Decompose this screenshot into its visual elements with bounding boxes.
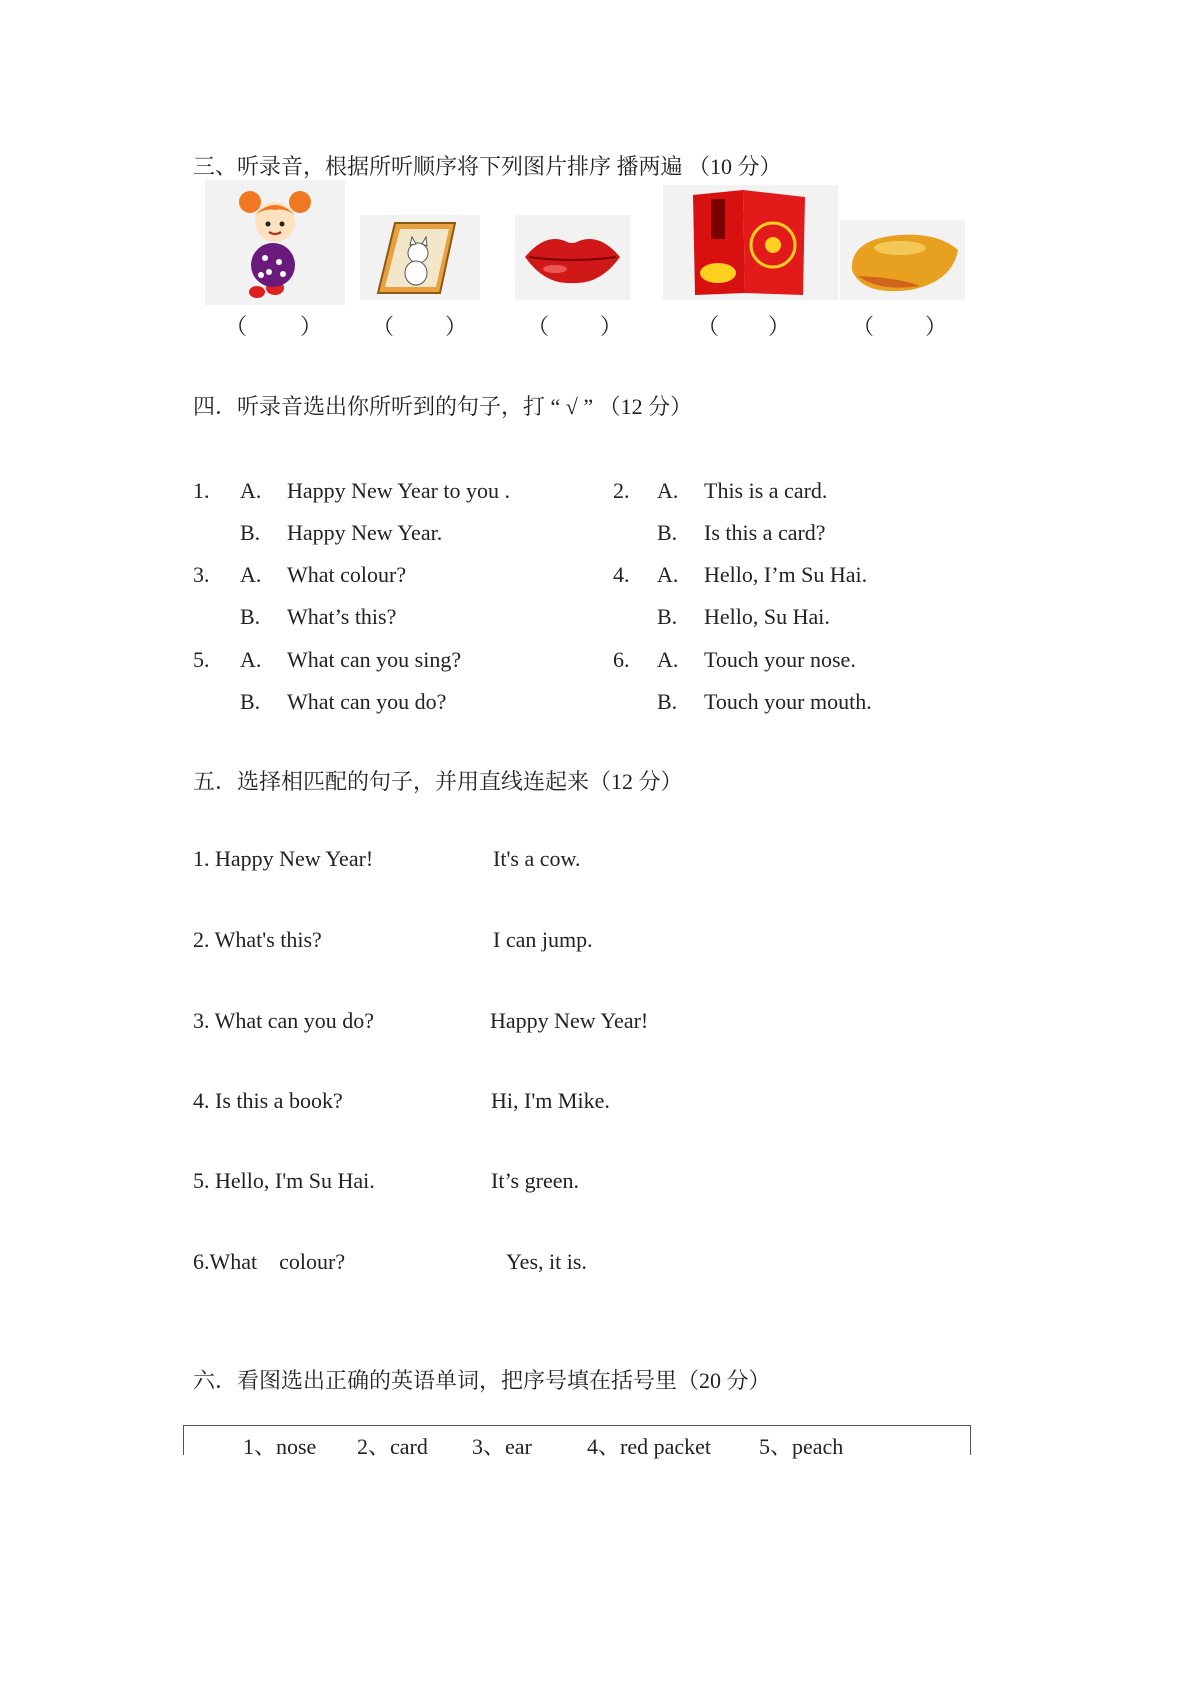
red-packet-card-icon — [663, 185, 838, 300]
q4-b-text: Hello, Su Hai. — [704, 604, 830, 629]
q1-b-label: B. — [240, 520, 261, 545]
q4-a-text: Hello, I’m Su Hai. — [704, 562, 868, 587]
word-option-2: 2、card — [357, 1434, 428, 1459]
q4-b-label: B. — [657, 604, 678, 629]
section4-heading: 四．听录音选出你所听到的句子，打 “ √ ” （12 分） — [193, 394, 693, 419]
word-option-5: 5、peach — [759, 1434, 844, 1459]
word-option-4: 4、red packet — [587, 1434, 711, 1459]
answer-paren-3-open: （ — [527, 314, 550, 339]
q4-number: 4. — [613, 562, 630, 587]
match-left-6: 6.What colour? — [193, 1249, 346, 1274]
q2-a-label: A. — [657, 478, 679, 503]
q6-b-text: Touch your mouth. — [704, 689, 872, 714]
q3-number: 3. — [193, 562, 210, 587]
match-left-4: 4. Is this a book? — [193, 1088, 343, 1113]
section5-heading: 五．选择相匹配的句子，并用直线连起来（12 分） — [193, 769, 683, 794]
word-box-right-border — [970, 1425, 971, 1455]
q4-a-label: A. — [657, 562, 679, 587]
answer-paren-1-close: ） — [300, 314, 323, 339]
answer-paren-5-close: ） — [925, 314, 948, 339]
q2-b-text: Is this a card? — [704, 520, 826, 545]
q5-number: 5. — [193, 647, 210, 672]
match-left-1: 1. Happy New Year! — [193, 846, 374, 871]
cat-book-icon — [360, 215, 480, 300]
match-right-5: It’s green. — [491, 1168, 579, 1193]
mango-icon — [840, 220, 965, 300]
section6-heading: 六．看图选出正确的英语单词，把序号填在括号里（20 分） — [193, 1368, 771, 1393]
answer-paren-2-open: （ — [372, 314, 395, 339]
match-left-2: 2. What's this? — [193, 927, 322, 952]
match-right-6: Yes, it is. — [506, 1249, 587, 1274]
match-left-5: 5. Hello, I'm Su Hai. — [193, 1168, 375, 1193]
answer-paren-1-open: （ — [225, 314, 248, 339]
answer-paren-5-open: （ — [852, 314, 875, 339]
q1-a-text: Happy New Year to you . — [287, 478, 511, 503]
q1-b-text: Happy New Year. — [287, 520, 443, 545]
q5-a-label: A. — [240, 647, 262, 672]
match-left-3: 3. What can you do? — [193, 1008, 375, 1033]
lips-icon — [515, 215, 630, 300]
q5-b-label: B. — [240, 689, 261, 714]
answer-paren-4-open: （ — [697, 314, 720, 339]
section3-heading: 三、听录音，根据所听顺序将下列图片排序 播两遍 （10 分） — [193, 154, 782, 179]
q6-number: 6. — [613, 647, 630, 672]
answer-paren-2-close: ） — [445, 314, 468, 339]
match-right-3: Happy New Year! — [490, 1008, 649, 1033]
q3-a-label: A. — [240, 562, 262, 587]
answer-paren-4-close: ） — [768, 314, 791, 339]
word-option-3: 3、ear — [472, 1434, 532, 1459]
word-box-top-border — [183, 1425, 971, 1426]
q1-number: 1. — [193, 478, 210, 503]
word-option-1: 1、nose — [243, 1434, 317, 1459]
q5-b-text: What can you do? — [287, 689, 447, 714]
q6-a-label: A. — [657, 647, 679, 672]
q2-number: 2. — [613, 478, 630, 503]
answer-paren-3-close: ） — [600, 314, 623, 339]
match-right-4: Hi, I'm Mike. — [491, 1088, 610, 1113]
match-right-2: I can jump. — [493, 927, 593, 952]
q3-b-label: B. — [240, 604, 261, 629]
word-box-left-border — [183, 1425, 184, 1455]
q6-a-text: Touch your nose. — [704, 647, 856, 672]
q5-a-text: What can you sing? — [287, 647, 462, 672]
q6-b-label: B. — [657, 689, 678, 714]
girl-doll-icon — [205, 180, 345, 305]
q1-a-label: A. — [240, 478, 262, 503]
q3-b-text: What’s this? — [287, 604, 397, 629]
match-right-1: It's a cow. — [493, 846, 581, 871]
q2-a-text: This is a card. — [704, 478, 828, 503]
q3-a-text: What colour? — [287, 562, 407, 587]
q2-b-label: B. — [657, 520, 678, 545]
